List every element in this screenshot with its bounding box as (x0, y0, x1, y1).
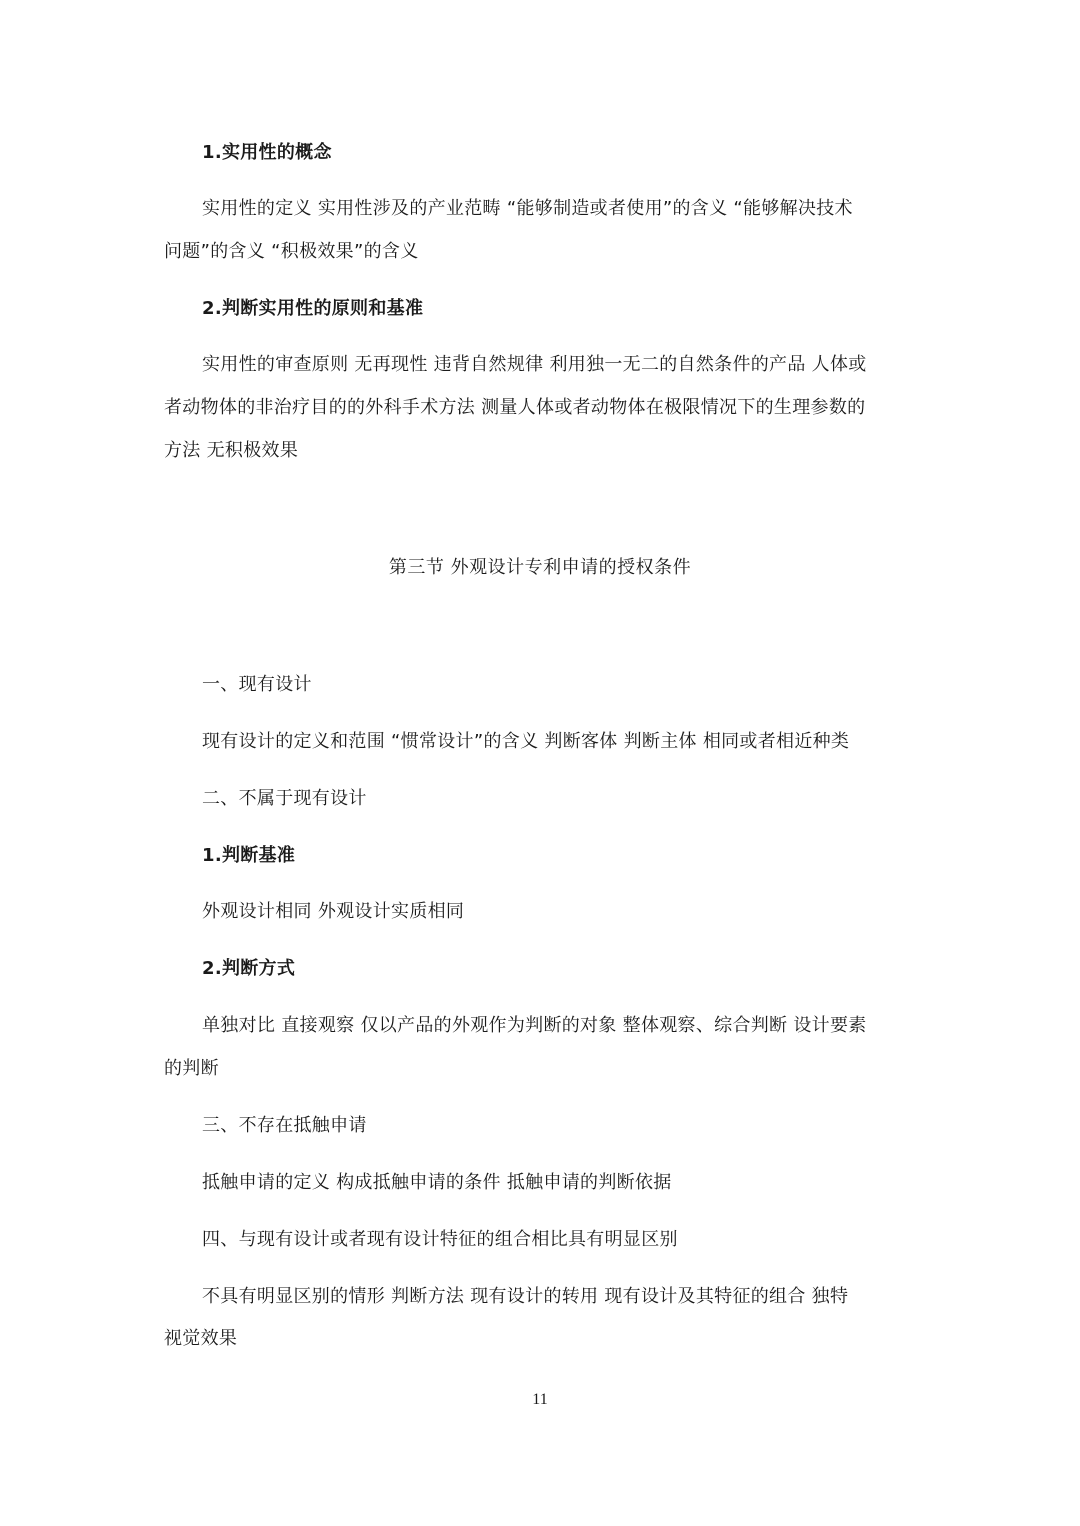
paragraph-utility-principles-line-2: 者动物体的非治疗目的的外科手术方法 测量人体或者动物体在极限情况下的生理参数的 (164, 397, 866, 418)
paragraph-utility-concept-line-2: 问题”的含义 “积极效果”的含义 (164, 241, 419, 262)
paragraph-judgment-method-line-1: 单独对比 直接观察 仅以产品的外观作为判断的对象 整体观察、综合判断 设计要素 (202, 1015, 867, 1036)
heading-utility-principles: 2.判断实用性的原则和基准 (202, 298, 424, 319)
heading-obvious-difference: 四、与现有设计或者现有设计特征的组合相比具有明显区别 (202, 1229, 678, 1250)
paragraph-utility-concept-line-1: 实用性的定义 实用性涉及的产业范畴 “能够制造或者使用”的含义 “能够解决技术 (202, 198, 853, 219)
paragraph-utility-principles-line-1: 实用性的审查原则 无再现性 违背自然规律 利用独一无二的自然条件的产品 人体或 (202, 354, 867, 375)
paragraph-obvious-difference-line-2: 视觉效果 (164, 1328, 238, 1349)
page-number: 11 (532, 1391, 548, 1408)
paragraph-existing-design: 现有设计的定义和范围 “惯常设计”的含义 判断客体 判断主体 相同或者相近种类 (202, 731, 850, 752)
heading-no-conflicting-application: 三、不存在抵触申请 (202, 1115, 367, 1136)
heading-existing-design: 一、现有设计 (202, 674, 312, 695)
subheading-judgment-method: 2.判断方式 (202, 958, 296, 979)
subheading-judgment-basis: 1.判断基准 (202, 845, 296, 866)
heading-not-existing-design: 二、不属于现有设计 (202, 788, 367, 809)
paragraph-judgment-method-line-2: 的判断 (164, 1058, 219, 1079)
paragraph-judgment-basis: 外观设计相同 外观设计实质相同 (202, 901, 465, 922)
section-title: 第三节 外观设计专利申请的授权条件 (388, 557, 692, 578)
heading-utility-concept: 1.实用性的概念 (202, 142, 332, 163)
paragraph-conflicting-application: 抵触申请的定义 构成抵触申请的条件 抵触申请的判断依据 (202, 1172, 672, 1193)
paragraph-utility-principles-line-3: 方法 无积极效果 (164, 440, 299, 461)
paragraph-obvious-difference-line-1: 不具有明显区别的情形 判断方法 现有设计的转用 现有设计及其特征的组合 独特 (202, 1286, 849, 1307)
